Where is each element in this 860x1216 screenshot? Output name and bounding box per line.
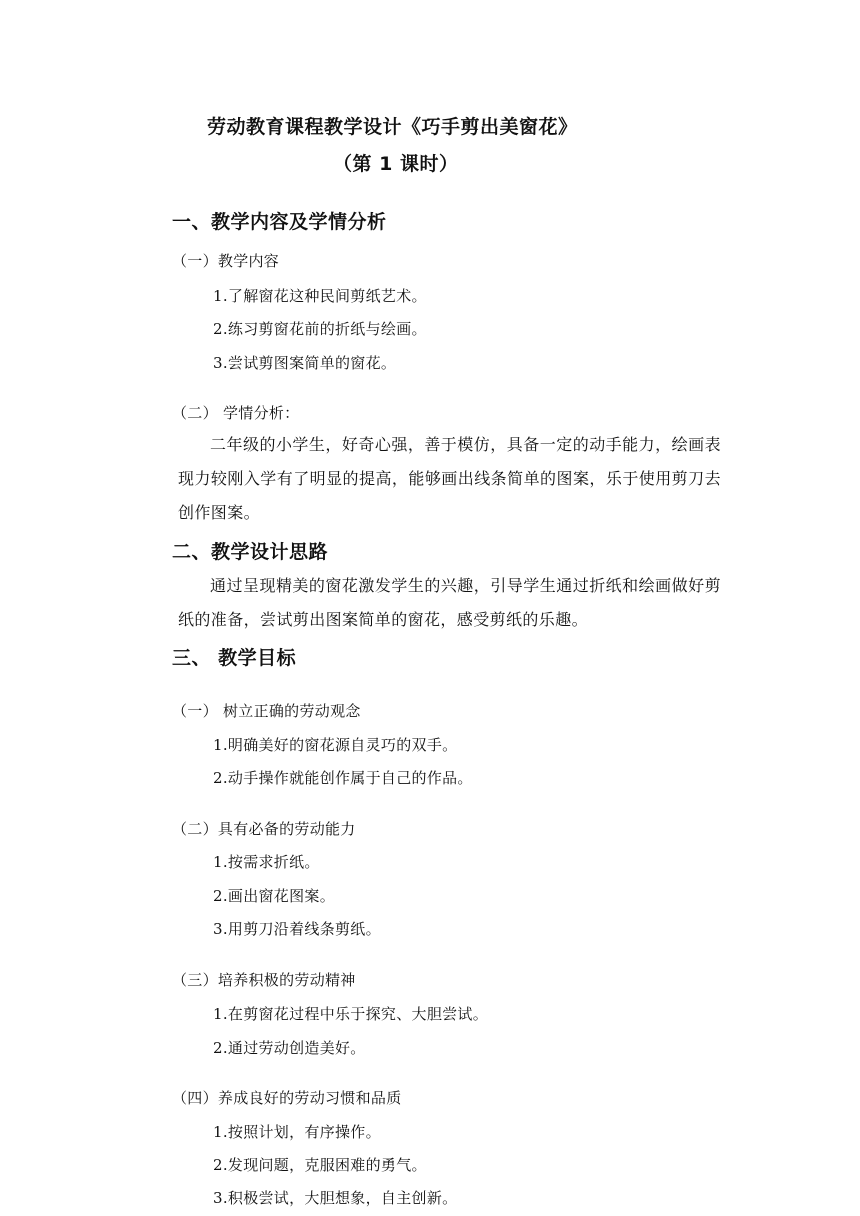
design-idea-paragraph: 通过呈现精美的窗花激发学生的兴趣，引导学生通过折纸和绘画做好剪纸的准备，尝试剪出图案简单的窗花，感受剪纸的乐趣。 — [178, 576, 721, 629]
document-title: 劳动教育课程教学设计《巧手剪出美窗花》 — [207, 116, 578, 138]
section-1-sub-1-heading: （一）教学内容 — [172, 252, 280, 270]
list-item: 1.按照计划，有序操作。 — [213, 1123, 381, 1141]
section-3-heading: 三、 教学目标 — [172, 647, 297, 669]
section-3-sub-1-heading: （一） 树立正确的劳动观念 — [172, 702, 361, 720]
section-1-heading: 一、教学内容及学情分析 — [172, 211, 387, 233]
list-item: 3.尝试剪图案简单的窗花。 — [213, 354, 397, 372]
list-item: 2.画出窗花图案。 — [213, 887, 336, 905]
list-item: 2.练习剪窗花前的折纸与绘画。 — [213, 320, 427, 338]
section-3-sub-2-heading: （二）具有必备的劳动能力 — [172, 820, 356, 838]
list-item: 1.按需求折纸。 — [213, 853, 320, 871]
section-3-sub-4-heading: （四）养成良好的劳动习惯和品质 — [172, 1089, 402, 1107]
learner-analysis-paragraph: 二年级的小学生，好奇心强，善于模仿，具备一定的动手能力，绘画表现力较刚入学有了明显的提高，能够画出线条简单的图案，乐于使用剪刀去创作图案。 — [178, 435, 721, 522]
list-item: 2.通过劳动创造美好。 — [213, 1039, 366, 1057]
list-item: 1.明确美好的窗花源自灵巧的双手。 — [213, 736, 458, 754]
list-item: 2.发现问题，克服困难的勇气。 — [213, 1156, 427, 1174]
document-subtitle: （第 1 课时） — [333, 153, 459, 175]
section-3-sub-3-heading: （三）培养积极的劳动精神 — [172, 971, 356, 989]
section-1-sub-2-heading: （二） 学情分析： — [172, 404, 300, 422]
section-2-heading: 二、教学设计思路 — [172, 541, 329, 563]
list-item: 2.动手操作就能创作属于自己的作品。 — [213, 769, 473, 787]
list-item: 1.在剪窗花过程中乐于探究、大胆尝试。 — [213, 1005, 489, 1023]
list-item: 3.积极尝试，大胆想象，自主创新。 — [213, 1189, 458, 1207]
list-item: 3.用剪刀沿着线条剪纸。 — [213, 920, 381, 938]
list-item: 1.了解窗花这种民间剪纸艺术。 — [213, 287, 427, 305]
